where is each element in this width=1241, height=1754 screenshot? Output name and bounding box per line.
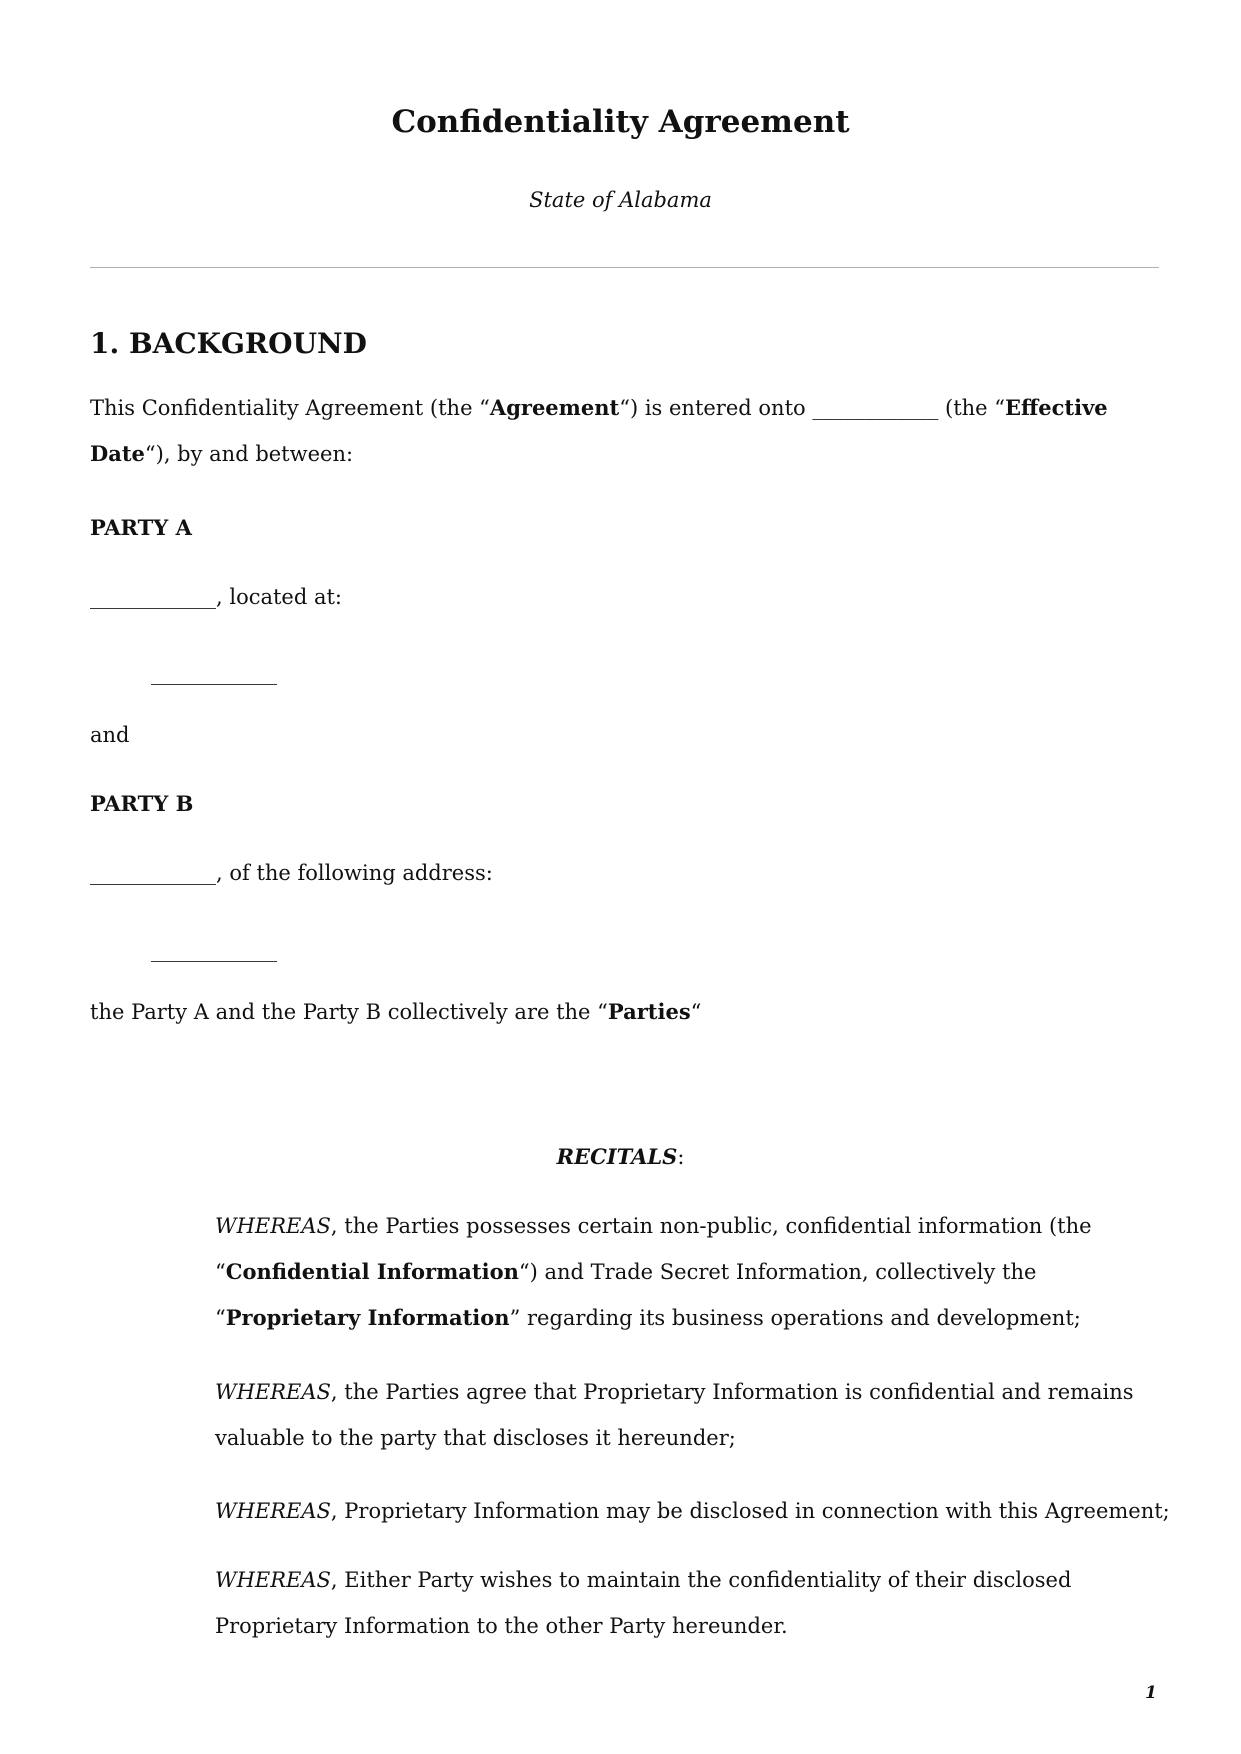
intro-paragraph: This Confidentiality Agreement (the “Agreement“) is entered onto ____________ (the “Effective Date“), by and between: xyxy=(90,395,1108,466)
recital-4: WHEREAS, Either Party wishes to maintain the confidentiality of their disclosed Proprietary Information to the other Party hereunder. xyxy=(215,1568,1072,1638)
recital-2: WHEREAS, the Parties agree that Proprietary Information is confidential and remains valuable to the party that discloses it hereunder; xyxy=(215,1380,1134,1450)
term-parties: Parties xyxy=(607,999,691,1024)
party-a-name-line: ____________, located at: xyxy=(90,585,343,609)
term-agreement: Agreement xyxy=(489,395,620,420)
party-b-address-blank: ____________ xyxy=(151,938,277,962)
term-confidential-information: Confidential Information xyxy=(225,1259,519,1284)
section-heading-background: 1. BACKGROUND xyxy=(90,327,367,360)
page-number: 1 xyxy=(1145,1683,1157,1703)
party-a-address-blank: ____________ xyxy=(151,661,277,685)
recitals-heading: RECITALS: xyxy=(556,1144,685,1169)
recital-3: WHEREAS, Proprietary Information may be disclosed in connection with this Agreement; xyxy=(215,1499,1170,1523)
parties-definition: the Party A and the Party B collectively are the “Parties“ xyxy=(90,999,702,1024)
party-b-label: PARTY B xyxy=(90,791,194,816)
party-a-label: PARTY A xyxy=(90,515,192,540)
horizontal-divider xyxy=(90,267,1159,268)
document-subtitle: State of Alabama xyxy=(529,188,712,212)
term-effective-date: Effective Date xyxy=(90,395,1108,466)
party-b-name-line: ____________, of the following address: xyxy=(90,861,493,885)
term-proprietary-information: Proprietary Information xyxy=(225,1305,510,1330)
and-connector: and xyxy=(90,723,130,747)
document-title: Confidentiality Agreement xyxy=(391,104,850,140)
recital-1: WHEREAS, the Parties possesses certain non-public, confidential information (the “Confidential Information“) and Trade Secret Information, collectively the “Proprietary Information” regarding its business operations and development; xyxy=(215,1214,1092,1330)
